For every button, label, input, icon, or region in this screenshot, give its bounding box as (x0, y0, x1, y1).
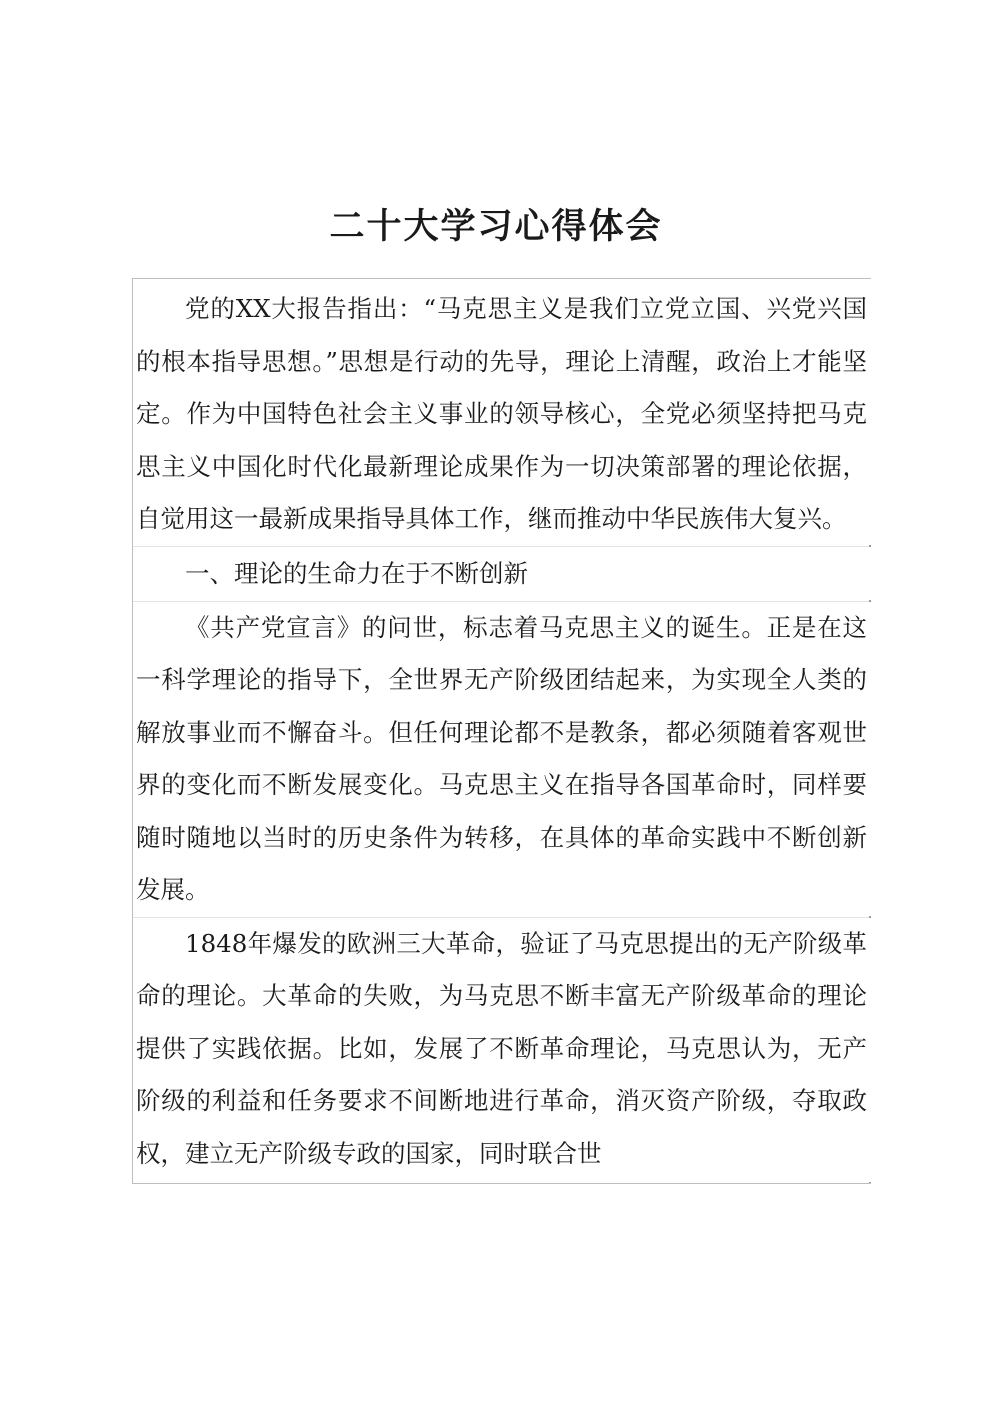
paragraph-communist-manifesto: 《共产党宣言》的问世，标志着马克思主义的诞生。正是在这一科学理论的指导下，全世界无产阶级团结起来，为实现全人类的解放事业而不懈奋斗。但任何理论都不是教条，都必须随着客观世界的变化而不断发展变化。马克思主义在指导各国革命时，同样要随时随地以当时的历史条件为转移，在具体的革命实践中不断创新发展。 (133, 602, 871, 918)
document-body (132, 278, 871, 1184)
document-title: 二十大学习心得体会 (329, 207, 663, 248)
paragraph-1848-revolutions: 1848年爆发的欧洲三大革命，验证了马克思提出的无产阶级革命的理论。大革命的失败，为马克思不断丰富无产阶级革命的理论提供了实践依据。比如，发展了不断革命理论，马克思认为，无产阶级的利益和任务要求不间断地进行革命，消灭资产阶级，夺取政权，建立无产阶级专政的国家，同时联合世 (133, 918, 871, 1184)
section-heading: 一、理论的生命力在于不断创新 (133, 547, 871, 602)
paragraph-intro: 党的XX大报告指出：“马克思主义是我们立党立国、兴党兴国的根本指导思想。”思想是行动的先导，理论上清醒，政治上才能坚定。作为中国特色社会主义事业的领导核心，全党必须坚持把马克思主义中国化时代化最新理论成果作为一切决策部署的理论依据，自觉用这一最新成果指导具体工作，继而推动中华民族伟大复兴。 (133, 279, 871, 547)
